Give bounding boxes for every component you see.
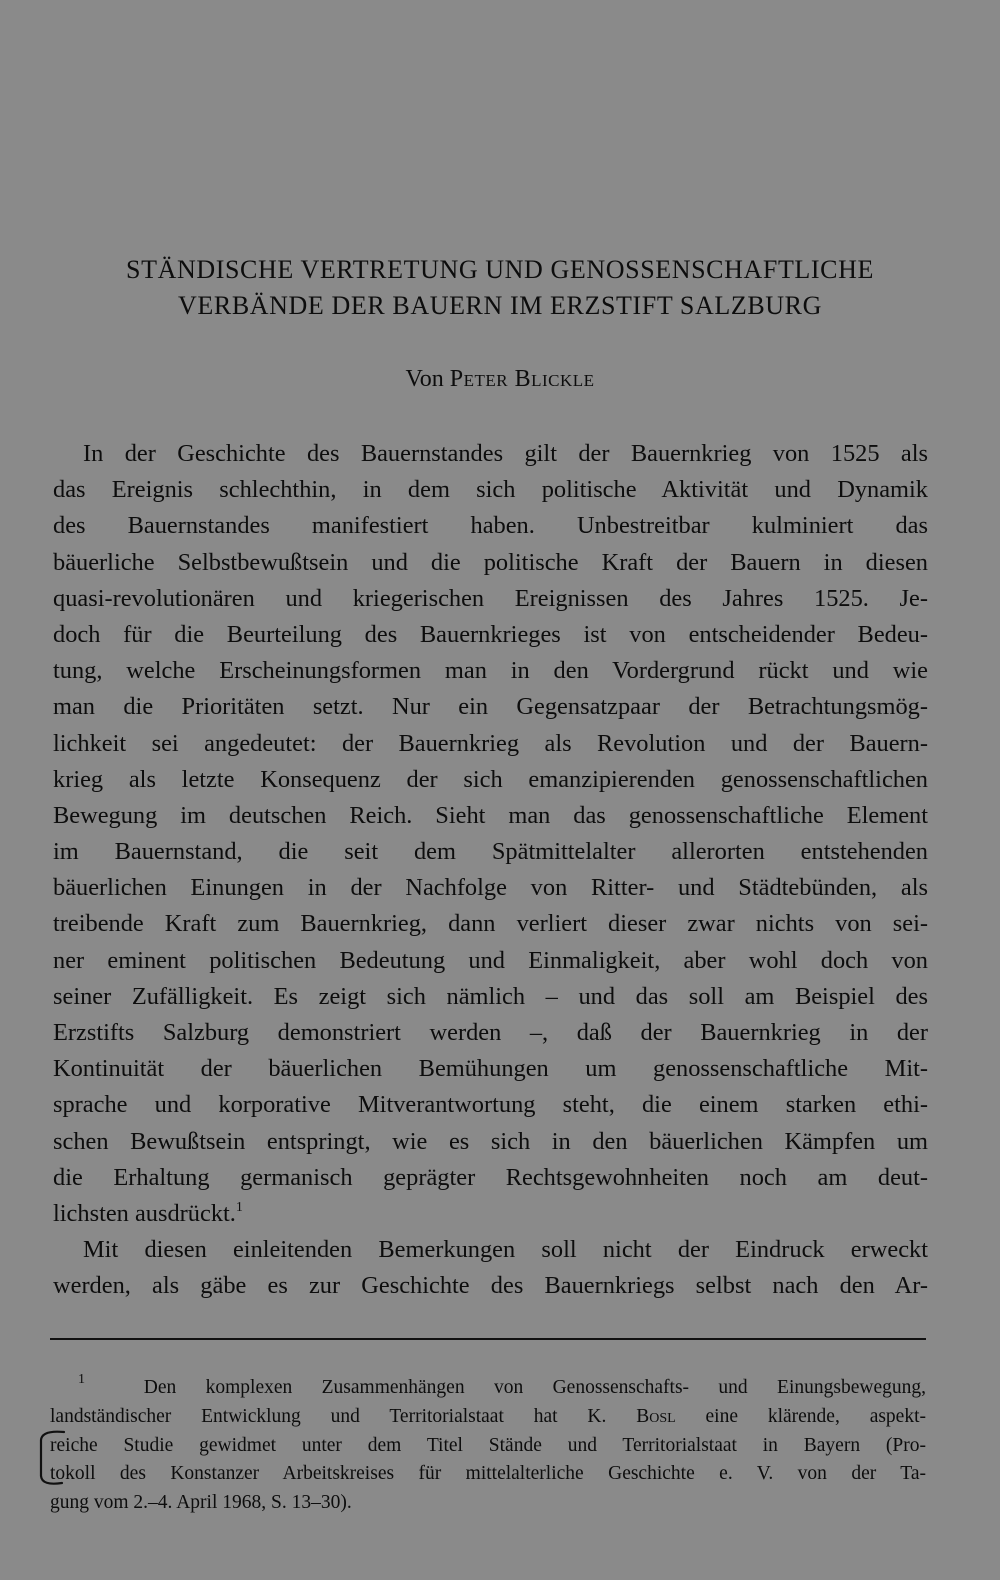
body-line: doch für die Beurteilung des Bauernkrieges ist von entscheidender Bedeu- <box>53 620 928 648</box>
title-line-2: VERBÄNDE DER BAUERN IM ERZSTIFT SALZBURG <box>178 291 822 320</box>
footnote-text: eine klärende, aspekt- <box>675 1405 926 1427</box>
paragraph-1 <box>53 436 928 1232</box>
body-line: Erzstifts Salzburg demonstriert werden –, daß der Bauernkrieg in der <box>53 1019 928 1046</box>
footnote-author-name: Bosl <box>636 1405 676 1427</box>
body-line-last <box>53 1196 928 1232</box>
body-line: In der Geschichte des Bauernstandes gilt der Bauernkrieg von 1525 als <box>83 440 928 467</box>
body-line: Mit diesen einleitenden Bemerkungen soll nicht der Eindruck erweckt <box>83 1236 928 1264</box>
body-line: krieg als letzte Konsequenz der sich emanzipierenden genossenschaftlichen <box>53 765 928 793</box>
body-line: man die Prioritäten setzt. Nur ein Gegensatzpaar der Betrachtungsmög- <box>53 693 928 721</box>
author-prefix: Von <box>405 366 450 392</box>
body-line: im Bauernstand, die seit dem Spätmittelalter allerorten entstehenden <box>53 838 928 866</box>
body-line: Bewegung im deutschen Reich. Sieht man das genossenschaftliche Element <box>53 801 928 829</box>
footnote-reference[interactable]: 1 <box>235 1199 243 1215</box>
paragraph-2 <box>53 1232 928 1304</box>
body-line: bäuerlichen Einungen in der Nachfolge von Ritter- und Städtebünden, als <box>53 874 928 902</box>
footnote-marker: 1 <box>78 1372 85 1387</box>
body-line: sprache und korporative Mitverantwortung steht, die einem starken ethi- <box>53 1091 928 1119</box>
footnote-text: landständischer Entwicklung und Territorialstaat hat K. <box>50 1405 637 1427</box>
article-title <box>50 252 950 324</box>
body-text <box>53 436 928 1305</box>
body-line: des Bauernstandes manifestiert haben. Unbestreitbar kulminiert das <box>53 512 928 540</box>
author-name: Peter Blickle <box>449 366 595 392</box>
footnote-line-5: gung vom 2.–4. April 1968, S. 13–30). <box>50 1492 352 1514</box>
footnote-line-2 <box>50 1403 926 1432</box>
title-line-1: STÄNDISCHE VERTRETUNG UND GENOSSENSCHAFTLICHE <box>126 255 874 284</box>
body-line-text: lichsten ausdrückt. <box>53 1199 236 1227</box>
footnote <box>50 1374 926 1518</box>
body-line: ner eminent politischen Bedeutung und Einmaligkeit, aber wohl doch von <box>53 946 928 974</box>
body-line: die Erhaltung germanisch geprägter Rechtsgewohnheiten noch am deut- <box>53 1163 928 1191</box>
body-line: quasi-revolutionären und kriegerischen Ereignissen des Jahres 1525. Je- <box>53 584 928 612</box>
body-line: das Ereignis schlechthin, in dem sich politische Aktivität und Dynamik <box>53 476 928 504</box>
author-byline <box>50 364 950 394</box>
footnote-line-4: tokoll des Konstanzer Arbeitskreises für mittelalterliche Geschichte e. V. von der Ta- <box>50 1463 926 1485</box>
body-line: schen Bewußtsein entspringt, wie es sich in den bäuerlichen Kämpfen um <box>53 1127 928 1155</box>
body-line: werden, als gäbe es zur Geschichte des Bauernkriegs selbst nach den Ar- <box>53 1272 928 1300</box>
footnote-text: Den komplexen Zusammenhängen von Genossenschafts- und Einungsbewegung, <box>143 1377 926 1398</box>
body-line: Kontinuität der bäuerlichen Bemühungen um genossenschaftliche Mit- <box>53 1055 928 1083</box>
body-line: bäuerliche Selbstbewußtsein und die politische Kraft der Bauern in diesen <box>53 548 928 576</box>
body-line: seiner Zufälligkeit. Es zeigt sich nämlich – und das soll am Beispiel des <box>53 982 928 1010</box>
footnote-line-3: reiche Studie gewidmet unter dem Titel Stände und Territorialstaat in Bayern (Pro- <box>50 1434 926 1456</box>
body-line: lichkeit sei angedeutet: der Bauernkrieg als Revolution und der Bauern- <box>53 729 928 757</box>
footnote-separator <box>50 1338 926 1340</box>
footnote-line-1 <box>50 1374 926 1403</box>
body-line: tung, welche Erscheinungsformen man in den Vordergrund rückt und wie <box>53 657 928 685</box>
body-line: treibende Kraft zum Bauernkrieg, dann verliert dieser zwar nichts von sei- <box>53 910 928 938</box>
